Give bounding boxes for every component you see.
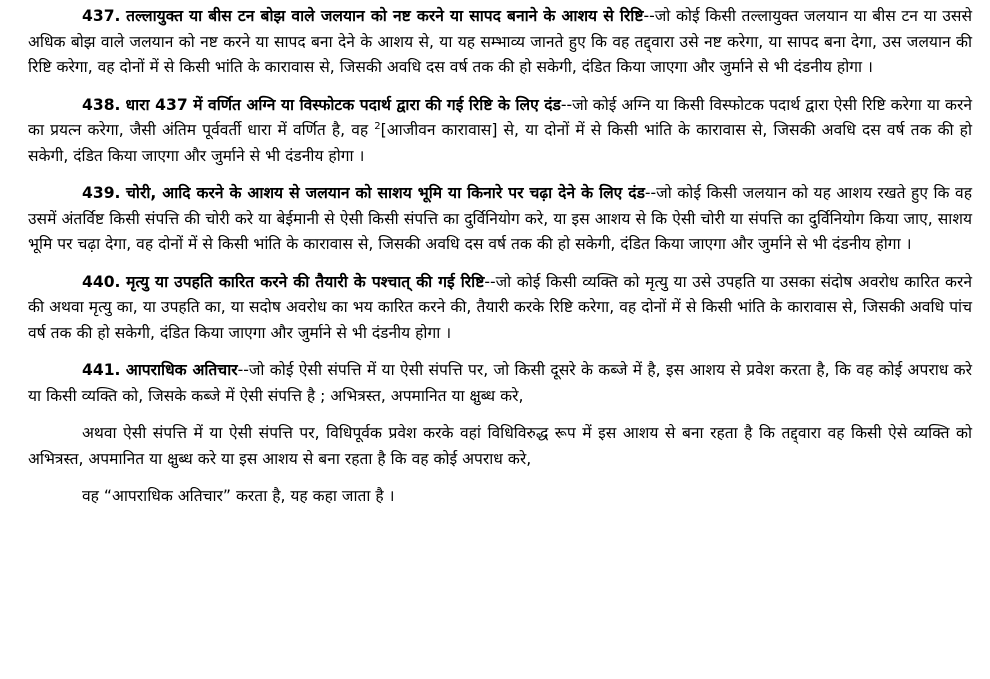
section-body: --जो कोई ऐसी संपत्ति में या ऐसी संपत्ति पर, जो किसी दूसरे के कब्जे में है, इस आशय से प्रवेश करता है, कि वह कोई अपराध करे या किसी व्यक्ति को, जिसके कब्जे में ऐसी संपत्ति है ; अभित्रस्त, अपमानित या क्षुब्ध करे, (28, 361, 973, 405)
section-body: --जो कोई अग्नि या किसी विस्फोटक पदार्थ द्वारा ऐसी रिष्टि करेगा या करने का प्रयत्न करेगा, जैसी अंतिम पूर्ववर्ती धारा में वर्णित है, वह (28, 95, 972, 139)
section-number: 438. (82, 95, 121, 114)
section-heading: चोरी, आदि करने के आशय से जलयान को साशय भूमि या किनारे पर चढ़ा देने के लिए दंड (126, 184, 645, 202)
section-441 (28, 358, 972, 409)
section-heading: आपराधिक अतिचार (125, 361, 238, 379)
section-439 (28, 181, 972, 258)
section-438 (28, 93, 972, 170)
footnote-marker: 2 (374, 120, 381, 132)
section-body: --जो कोई किसी व्यक्ति को मृत्यु या उसे उपहति या उसका संदोष अवरोध कारित करने की अथवा मृत्यु का, या उपहति का, या सदोष अवरोध का भय कारित करने की, तैयारी करके रिष्टि करेगा, वह दोनों में से किसी भांति के कारावास से, जिसकी अवधि पांच वर्ष तक की हो सकेगी, दंडित किया जाएगा और जुर्माने से भी दंडनीय होगा । (28, 272, 972, 342)
section-number: 437. (82, 7, 121, 25)
section-heading: तल्लायुक्त या बीस टन बोझ वाले जलयान को नष्ट करने या सापद बनाने के आशय से रिष्टि (126, 7, 644, 25)
section-heading: धारा 437 में वर्णित अग्नि या विस्फोटक पदार्थ द्वारा की गई रिष्टि के लिए दंड (125, 95, 561, 114)
continuation-paragraph (28, 421, 972, 472)
section-number: 441. (82, 361, 121, 379)
section-body: --जो कोई किसी जलयान को यह आशय रखते हुए कि वह उसमें अंतर्विष्ट किसी संपत्ति की चोरी करे या बेईमानी से ऐसी किसी संपत्ति का दुर्विनियोग करे, या इस आशय से कि ऐसी चोरी या संपत्ति का दुर्विनियोग किया जाए, साशय भूमि पर चढ़ा देगा, वह दोनों में से किसी भांति के कारावास से, जिसकी अवधि दस वर्ष तक की हो सकेगी, दंडित किया जाएगा और जुर्माने से भी दंडनीय होगा । (28, 184, 972, 253)
section-437 (28, 4, 972, 81)
closing-paragraph (28, 484, 972, 510)
section-number: 440. (82, 272, 121, 291)
closing-text: वह “आपराधिक अतिचार” करता है, यह कहा जाता है । (82, 487, 395, 505)
section-440 (28, 270, 972, 347)
section-body: --जो कोई किसी तल्लायुक्त जलयान या बीस टन या उससे अधिक बोझ वाले जलयान को नष्ट करने या सापद बना देने के आशय से, या यह सम्भाव्य जानते हुए कि वह तद्द्वारा उसे नष्ट करेगा, या सापद बना देगा, उस जलयान की रिष्टि करेगा, वह दोनों में से किसी भांति के कारावास से, जिसकी अवधि दस वर्ष तक की हो सकेगी, दंडित किया जाएगा और जुर्माने से भी दंडनीय होगा । (28, 7, 972, 76)
section-number: 439. (82, 184, 121, 202)
continuation-text: अथवा ऐसी संपत्ति में या ऐसी संपत्ति पर, विधिपूर्वक प्रवेश करके वहां विधिविरुद्ध रूप में इस आशय से बना रहता है कि तद्द्वारा वह किसी ऐसे व्यक्ति को अभित्रस्त, अपमानित या क्षुब्ध करे या इस आशय से बना रहता है कि वह कोई अपराध करे, (28, 424, 972, 468)
section-body-continued: [आजीवन कारावास] से, या दोनों में से किसी भांति के कारावास से, जिसकी अवधि दस वर्ष तक की हो सकेगी, दंडित किया जाएगा और जुर्माने से भी दंडनीय होगा । (28, 121, 972, 165)
section-heading: मृत्यु या उपहति कारित करने की तैयारी के पश्चात् की गई रिष्टि (126, 272, 485, 291)
